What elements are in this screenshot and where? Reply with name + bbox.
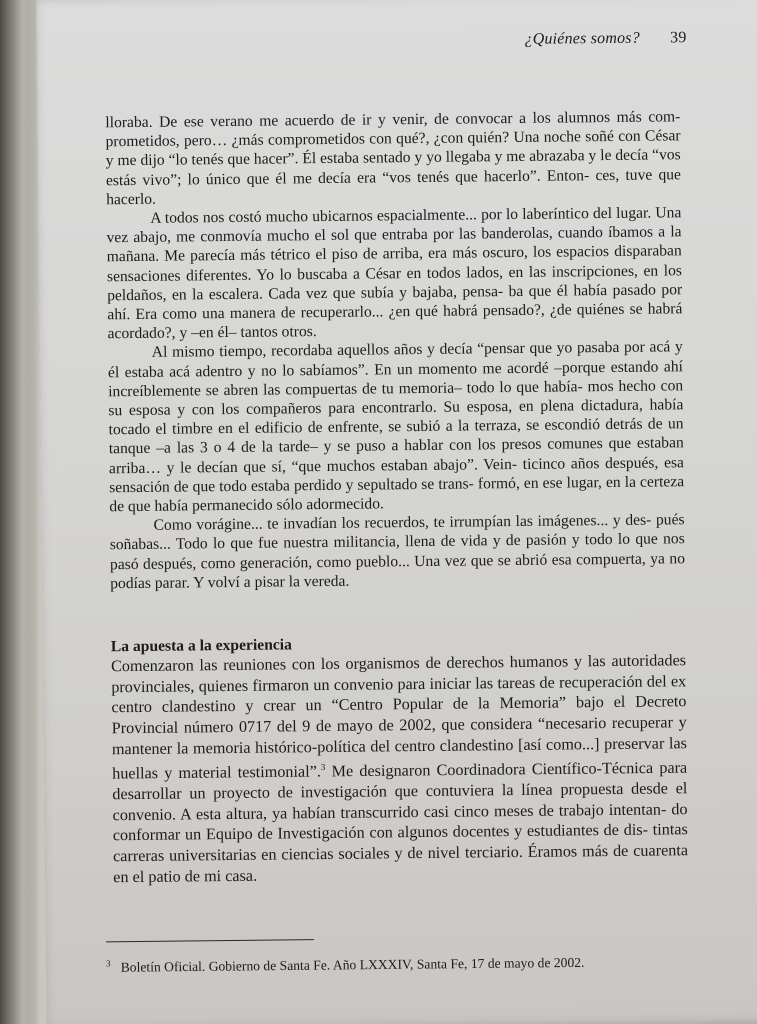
section-text-part-1: Comenzaron las reuniones con los organismos de derechos humanos y las autoridades provinciales, quienes firmaron un convenio para iniciar las tareas de recuperación del ex centro clandestino y crear un “Centro Popular de la Memoria” bajo el Decreto Provincial número 0717 del 9 de mayo de 2002, que considera “necesario recuperar y mantener la memoria histórico-política del centro clandestino [así como...] preservar las huellas y material testimonial”. <box>110 651 687 783</box>
section-text-part-2: Me designaron Coordinadora Científico-Técnica para desarrollar un proyecto de investigación que contuviera la línea propuesta desde el convenio. A esta altura, ya habían transcurrido casi cinco meses de trabajo intentan- do conformar un Equipo de Investigación con algunos docentes y estudiantes de dis- tintas carreras universitarias en ciencias sociales y de nivel terciario. Éramos más de cuarenta en el patio de mi casa. <box>112 758 689 886</box>
page-number: 39 <box>669 29 687 47</box>
footnote-mark: 3 <box>106 958 111 969</box>
book-page <box>36 0 757 1024</box>
footnote-reference[interactable]: 3 <box>320 762 326 773</box>
main-text <box>105 107 688 887</box>
footnote-divider <box>106 939 314 942</box>
running-title: ¿Quiénes somos? <box>524 29 640 48</box>
running-header <box>524 29 686 49</box>
paragraph-4: Como vorágine... te invadían los recuerdos, te irrumpían las imágenes... y des- pués soñabas... Todo lo que fue nuestra militancia, llena de vida y de pasión y todo lo que nos pasó después, como generación, como pueblo... Una vez que se abrió esa compuerta, ya no podías parar. Y volví a pisar la vereda. <box>109 511 686 593</box>
section-paragraph <box>111 651 688 888</box>
footnote <box>106 949 706 976</box>
paragraph-2: A todos nos costó mucho ubicarnos espacialmente... por lo laberíntico del lugar. Una vez abajo, me conmovía mucho el sol que entraba por las banderolas, cuando íbamos a la mañana. Me parecía más tétrico el piso de arriba, era más oscuro, los espacios disparaban sensaciones diferentes. Yo lo buscaba a César en todos lados, en las inscripciones, en los peldaños, en la escalera. Cada vez que subía y bajaba, pensa- ba que él había pasado por ahí. Era como una manera de recuperarlo... ¿en qué habrá pensado?, ¿de quiénes se habrá acordado?, y –en él– tantos otros. <box>106 204 683 343</box>
book-spine <box>0 0 40 1024</box>
paragraph-1: lloraba. De ese verano me acuerdo de ir y venir, de convocar a los alumnos más com- prometidos, pero… ¿más comprometidos con qué?, ¿con quién? Una noche soñé con César y me dijo “lo tenés que hacer”. Él estaba sentado y yo llegaba y me abrazaba y le decía “vos estás vivo”; lo único que él me decía era “vos tenés que hacerlo”. Enton- ces, tuve que hacerlo. <box>105 108 682 209</box>
footnote-text: Boletín Oficial. Gobierno de Santa Fe. Año LXXXIV, Santa Fe, 17 de mayo de 2002. <box>120 954 585 975</box>
paragraph-3: Al mismo tiempo, recordaba aquellos años y decía “pensar que yo pasaba por acá y él estaba acá adentro y no lo sabíamos”. En un momento me acordé –porque estando ahí increíblemente se abren las compuertas de tu memoria– todo lo que había- mos hecho con su esposa y con los compañeros para encontrarlo. Su esposa, en plena dictadura, había tocado el timbre en el edificio de enfrente, se subió a la terraza, se escondió detrás de un tanque –a las 3 o 4 de la tarde– y se puso a hablar con los presos comunes que estaban arriba… y le decían que sí, “que muchos estaban abajo”. Vein- ticinco años después, esa sensación de que todo estaba perdido y sepultado se trans- formó, en ese lugar, en la certeza de que había permanecido sólo adormecido. <box>107 338 685 516</box>
section-apuesta <box>111 631 689 887</box>
section-heading: La apuesta a la experiencia <box>110 636 292 656</box>
